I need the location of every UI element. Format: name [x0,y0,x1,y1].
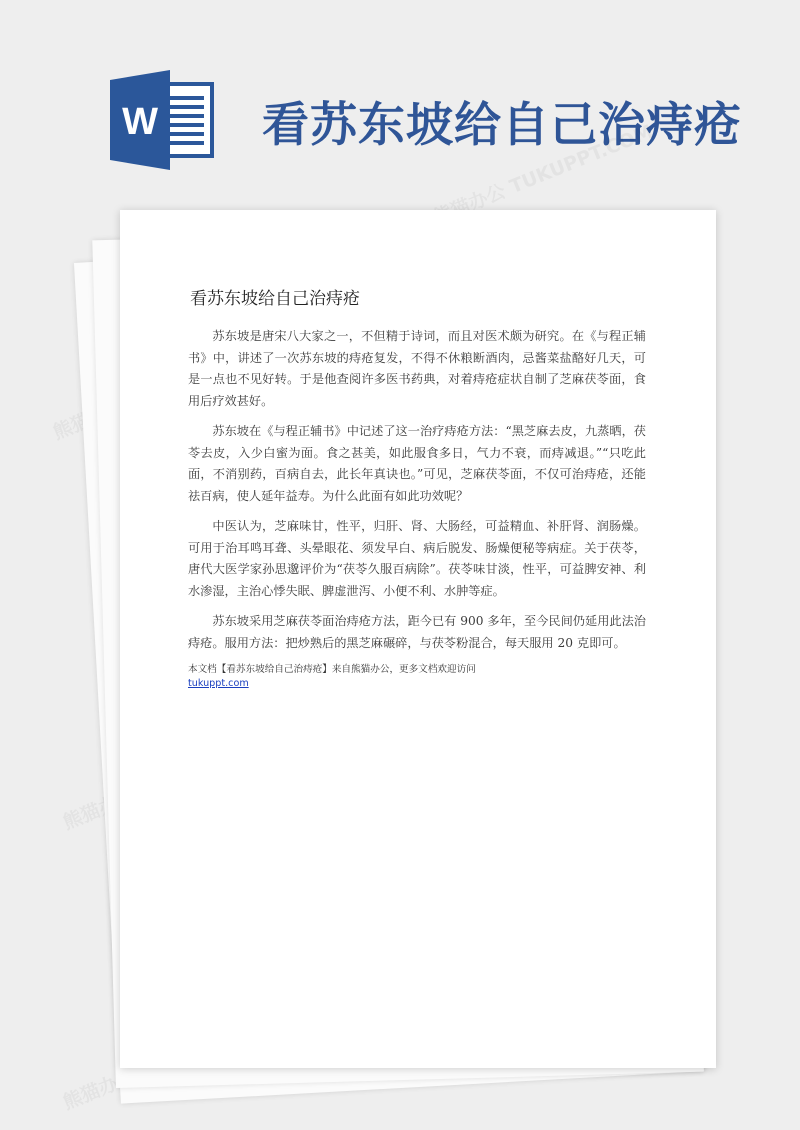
word-logo-letter: W [122,101,158,143]
word-document-icon [110,70,218,170]
footer-text: 本文档【看苏东坡给自己治痔疮】来自熊猫办公，更多文档欢迎访问 [188,664,476,675]
document-body [188,326,646,691]
document-paragraph: 中医认为，芝麻味甘，性平，归肝、肾、大肠经，可益精血、补肝肾、润肠燥。可用于治耳鸣耳聋、头晕眼花、须发早白、病后脱发、肠燥便秘等病症。关于茯苓，唐代大医学家孙思邈评价为“茯苓久服百病除”。茯苓味甘淡，性平，可益脾安神、利水渗湿，主治心悸失眠、脾虚泄泻、小便不利、水肿等症。 [188,519,646,598]
document-paragraph: 苏东坡采用芝麻茯苓面治痔疮方法，距今已有 900 多年，至今民间仍延用此法治痔疮。服用方法：把炒熟后的黑芝麻碾碎，与茯苓粉混合，每天服用 20 克即可。 [188,614,646,650]
page-header-title: 看苏东坡给自己治痔疮 [262,98,742,153]
document-page [120,210,716,1068]
footer-link[interactable]: tukuppt.com [188,678,249,689]
document-title: 看苏东坡给自己治痔疮 [190,289,360,309]
document-paragraph: 苏东坡是唐宋八大家之一，不但精于诗词，而且对医术颇为研究。在《与程正辅书》中，讲述了一次苏东坡的痔疮复发，不得不休粮断酒肉，忌酱菜盐酪好几天，可是一点也不见好转。于是他查阅许多医书药典，对着痔疮症状自制了芝麻茯苓面，食用后疗效甚好。 [188,329,646,408]
document-footer [188,663,646,691]
document-paragraph: 苏东坡在《与程正辅书》中记述了这一治疗痔疮方法：“黑芝麻去皮，九蒸晒，茯苓去皮，入少白蜜为面。食之甚美，如此服食多日，气力不衰，而痔减退。”“只吃此面，不消别药，百病自去，此长年真诀也。”可见，芝麻茯苓面，不仅可治痔疮，还能祛百病，使人延年益寿。为什么此面有如此功效呢？ [188,424,646,503]
